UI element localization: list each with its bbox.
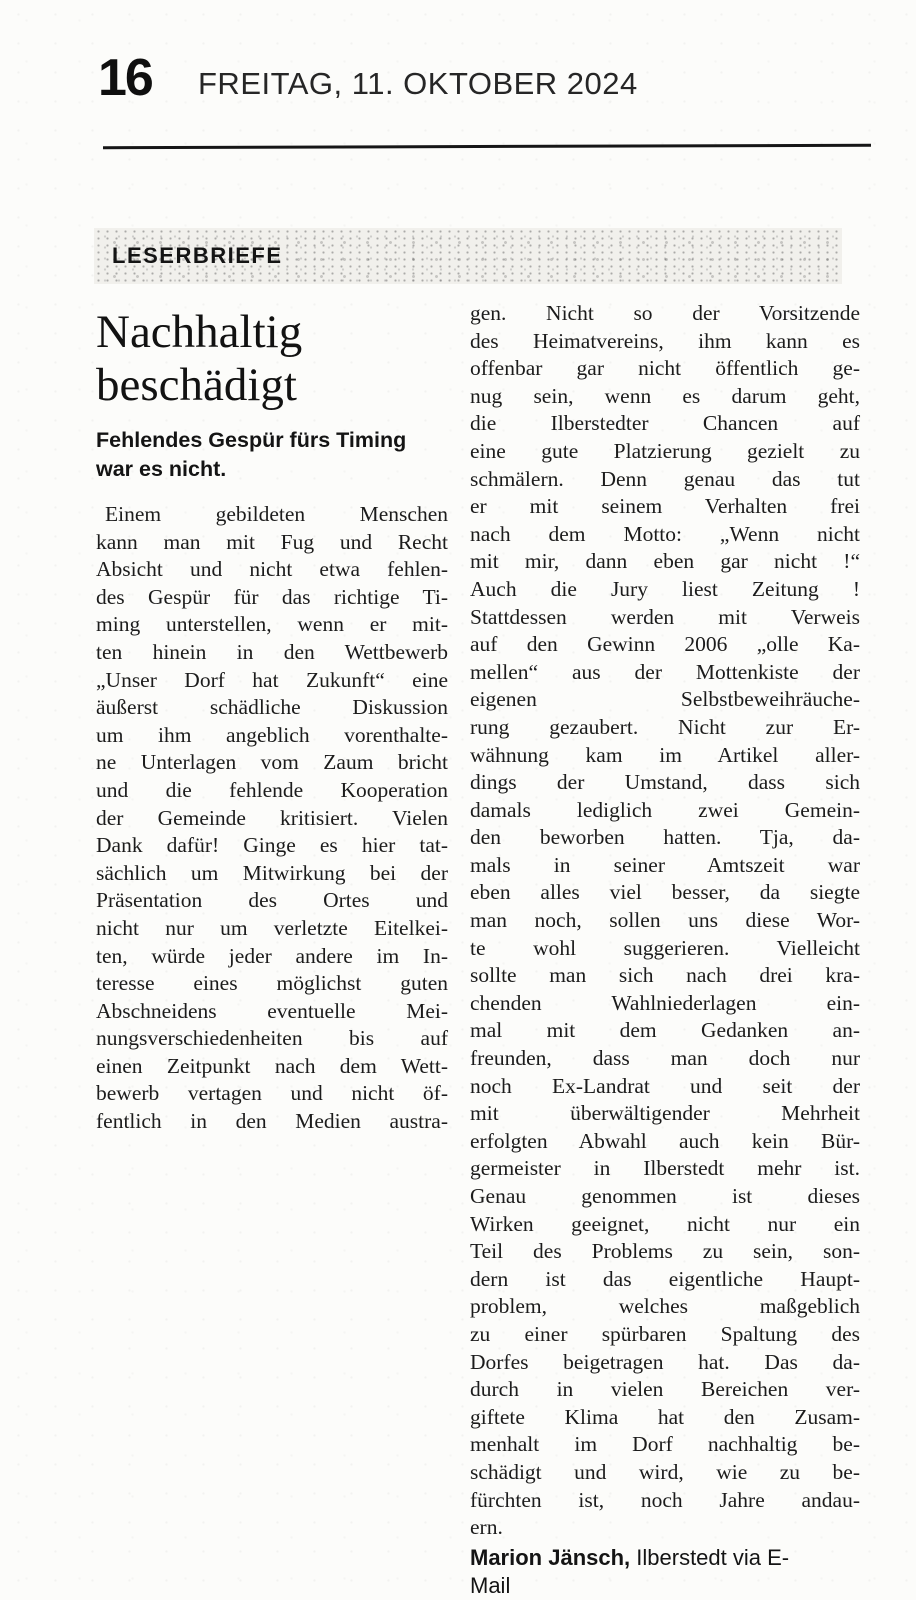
text-line: teresse eines möglichst guten (96, 971, 448, 996)
text-line: Dorfes beigetragen hat. Das da- (470, 1349, 860, 1374)
text-line: mellen“ aus der Mottenkiste der (470, 659, 860, 684)
text-line: fentlich in den Medien austra- (96, 1109, 448, 1134)
text-line: eine gute Platzierung gezielt zu (470, 438, 860, 463)
text-line: Abschneidens eventuelle Mei- (96, 998, 448, 1023)
text-line: sächlich um Mitwirkung bei der (96, 860, 448, 885)
text-line: beschädigt (96, 359, 297, 411)
text-line: einen Zeitpunkt nach dem Wett- (96, 1053, 448, 1078)
text-line: schmälern. Denn genau das tut (470, 466, 860, 491)
text-line: ming unterstellen, wenn er mit- (96, 612, 448, 637)
text-line: mit mir, dann eben gar nicht !“ (470, 549, 860, 574)
text-line: auf den Gewinn 2006 „olle Ka- (470, 632, 860, 657)
text-line: rung gezaubert. Nicht zur Er- (470, 714, 860, 739)
text-line: dern ist das eigentliche Haupt- (470, 1266, 860, 1291)
text-line: Stattdessen werden mit Verweis (470, 604, 860, 629)
right-column (470, 300, 860, 1600)
text-line: die Ilberstedter Chancen auf (470, 411, 860, 436)
signature-location: Ilberstedt via E- (630, 1544, 790, 1570)
text-line: „Unser Dorf hat Zukunft“ eine (96, 667, 448, 692)
text-line: sollte man sich nach drei kra- (470, 963, 860, 988)
text-line: äußerst schädliche Diskussion (96, 695, 448, 720)
signature-line-1 (470, 1544, 860, 1573)
section-label: LESERBRIEFE (112, 243, 283, 268)
text-line: ne Unterlagen vom Zaum bricht (96, 750, 448, 775)
text-line: te wohl suggerieren. Vielleicht (470, 935, 860, 960)
text-line: noch Ex-Landrat und seit der (470, 1073, 860, 1098)
body-text-left (96, 501, 448, 1136)
text-line: Fehlendes Gespür fürs Timing (96, 428, 407, 452)
text-line: germeister in Ilberstedt mehr ist. (470, 1156, 860, 1181)
signature (470, 1544, 860, 1600)
text-line: war es nicht. (96, 457, 227, 481)
text-line: freunden, dass man doch nur (470, 1046, 860, 1071)
text-line: des Gespür für das richtige Ti- (96, 584, 448, 609)
text-line: erfolgten Abwahl auch kein Bür- (470, 1128, 860, 1153)
text-line: ten, würde jeder andere im In- (96, 943, 448, 968)
headline (96, 306, 448, 412)
text-line: wähnung kam im Artikel aller- (470, 742, 860, 767)
text-line: bewerb vertagen und nicht öf- (96, 1081, 448, 1106)
text-line: eigenen Selbstbeweihräuche- (470, 687, 860, 712)
text-line: giftete Klima hat den Zusam- (470, 1404, 860, 1429)
text-line: kann man mit Fug und Recht (96, 529, 448, 554)
text-line: Auch die Jury liest Zeitung ! (470, 576, 860, 601)
text-line: Absicht und nicht etwa fehlen- (96, 557, 448, 582)
section-band (94, 228, 842, 284)
text-line: mal mit dem Gedanken an- (470, 1018, 860, 1043)
text-line: den beworben hatten. Tja, da- (470, 825, 860, 850)
text-line: Genau genommen ist dieses (470, 1184, 860, 1208)
text-line: zu einer spürbaren Spaltung des (470, 1321, 860, 1346)
text-line: nicht nur um verletzte Eitelkei- (96, 915, 448, 940)
text-line: nug sein, wenn es darum geht, (470, 383, 860, 408)
text-line: dings der Umstand, dass sich (470, 770, 860, 795)
text-line: fürchten ist, noch Jahre andau- (470, 1487, 860, 1512)
page-date: FREITAG, 11. OKTOBER 2024 (198, 66, 638, 101)
text-line: schädigt und wird, wie zu be- (470, 1459, 860, 1484)
text-line: der Gemeinde kritisiert. Vielen (96, 805, 448, 830)
text-line: er mit seinem Verhalten frei (470, 494, 860, 519)
text-line: durch in vielen Bereichen ver- (470, 1377, 860, 1402)
signature-line-2: Mail (470, 1573, 511, 1599)
text-line: Nachhaltig (96, 306, 303, 358)
text-line: menhalt im Dorf nachhaltig be- (470, 1432, 860, 1457)
text-line: ern. (470, 1515, 503, 1540)
text-line: offenbar gar nicht öffentlich ge- (470, 356, 860, 381)
text-line: nach dem Motto: „Wenn nicht (470, 521, 860, 546)
text-line: man noch, sollen uns diese Wor- (470, 908, 860, 933)
text-line: damals lediglich zwei Gemein- (470, 797, 860, 822)
text-line: Dank dafür! Ginge es hier tat- (96, 833, 448, 858)
text-line: nungsverschiedenheiten bis auf (96, 1026, 448, 1051)
text-line: des Heimatvereins, ihm kann es (470, 328, 860, 353)
page-number: 16 (98, 49, 152, 107)
text-line: um ihm angeblich vorenthalte- (96, 722, 448, 747)
text-line: eben alles viel besser, da siegte (470, 880, 860, 905)
text-line: Teil des Problems zu sein, son- (470, 1239, 860, 1264)
subhead (96, 426, 448, 484)
text-line: problem, welches maßgeblich (470, 1294, 860, 1319)
text-line: mals in seiner Amtszeit war (470, 852, 860, 877)
signature-name: Marion Jänsch, (470, 1544, 631, 1570)
text-line: Präsentation des Ortes und (96, 888, 448, 913)
text-line: mit überwältigender Mehrheit (470, 1101, 860, 1126)
body-text-right (470, 300, 860, 1542)
text-line: Einem gebildeten Menschen (105, 502, 448, 526)
text-line: Wirken geeignet, nicht nur ein (470, 1211, 860, 1236)
text-line: gen. Nicht so der Vorsitzende (470, 301, 860, 325)
text-line: chenden Wahlniederlagen ein- (470, 990, 860, 1015)
header-rule (103, 144, 871, 149)
text-line: und die fehlende Kooperation (96, 777, 448, 802)
text-line: ten hinein in den Wettbewerb (96, 639, 448, 664)
left-column (96, 306, 448, 1136)
